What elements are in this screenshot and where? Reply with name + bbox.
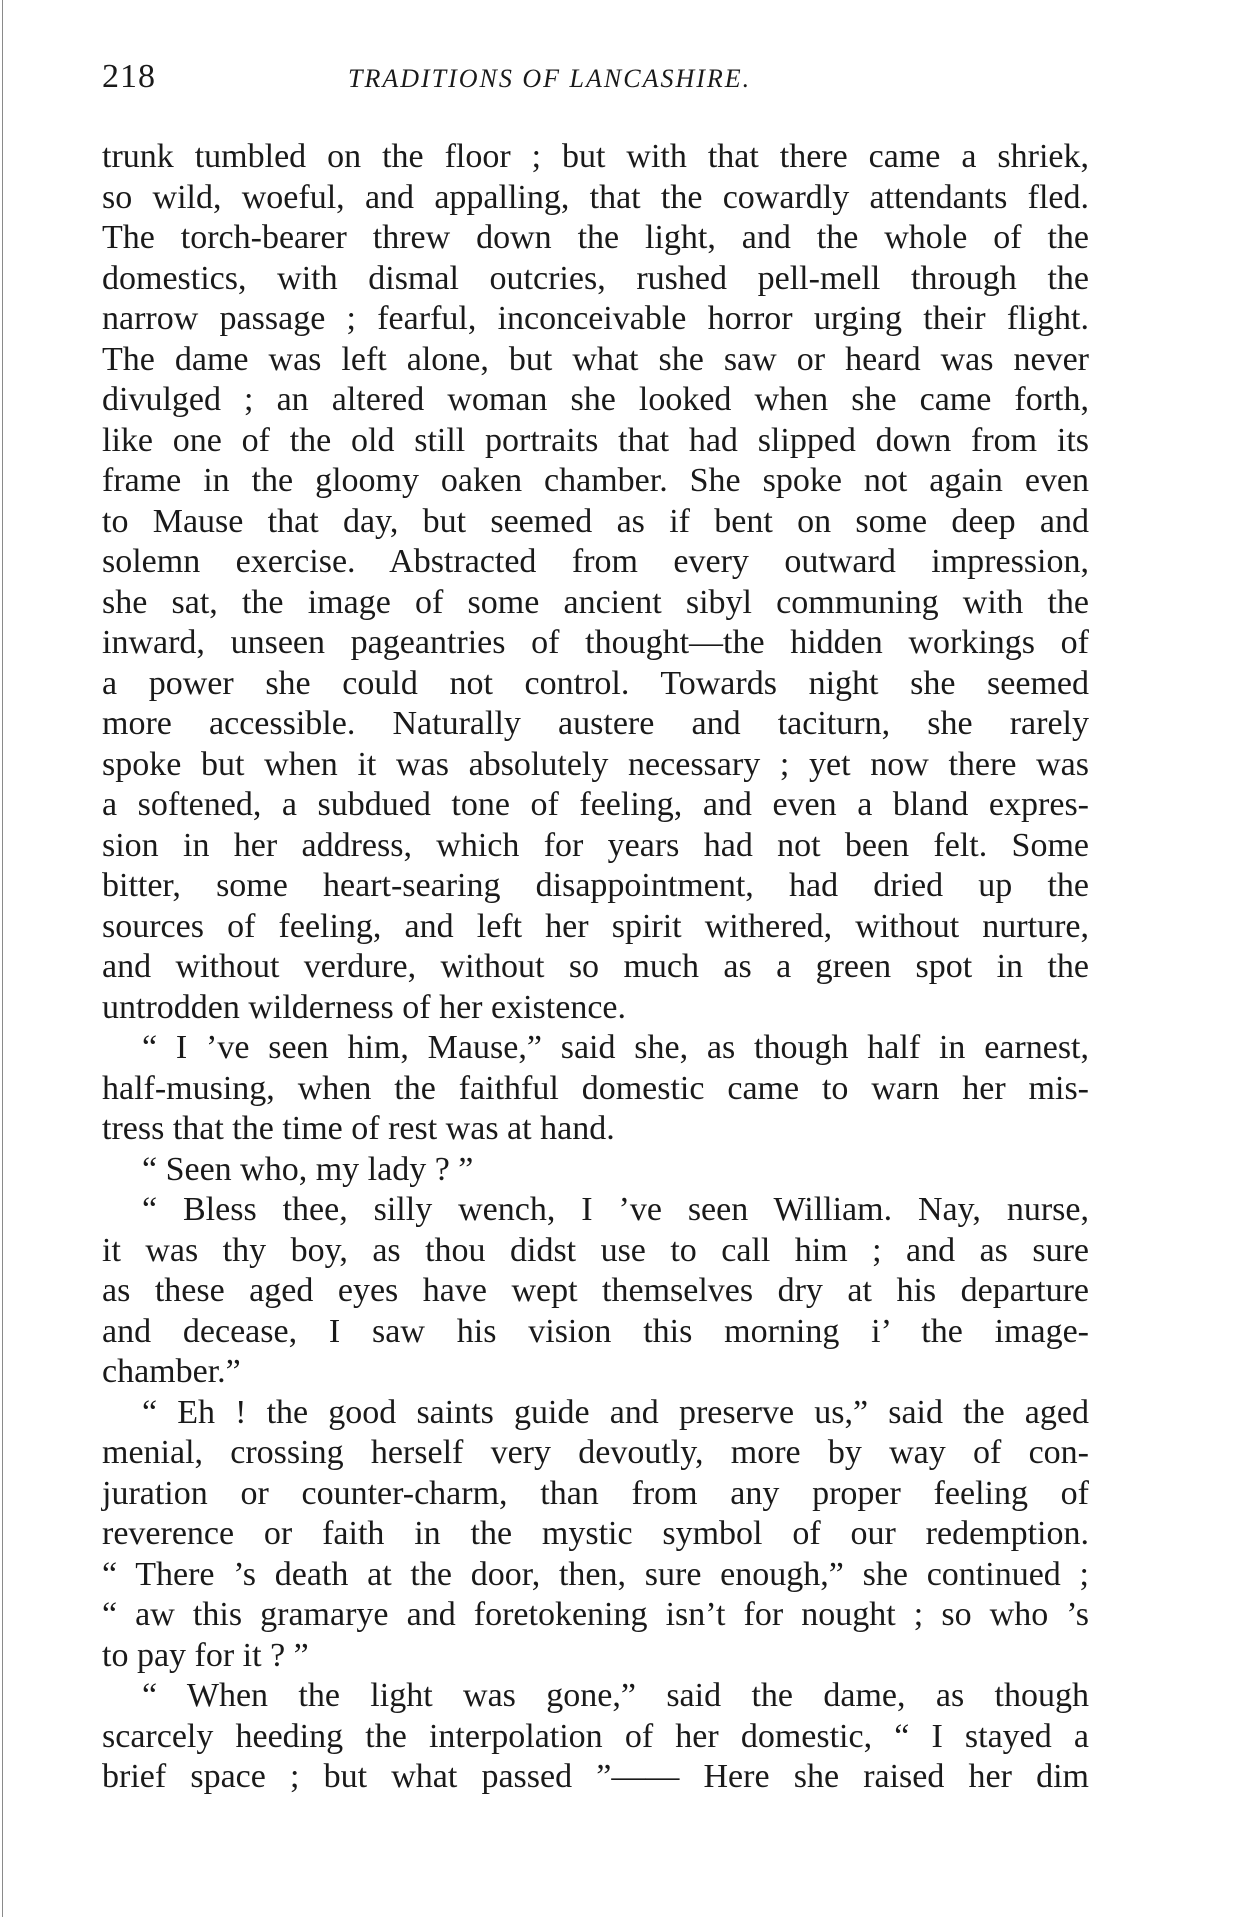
text-line: spoke but when it was absolutely necessary ; yet now there was [102,745,1089,783]
running-title: TRADITIONS OF LANCASHIRE. [348,64,752,93]
text-line: menial, crossing herself very devoutly, more by way of con- [102,1434,1089,1471]
text-line: “ There ’s death at the door, then, sure enough,” she continued ; [102,1555,1089,1593]
text-line: a power she could not control. Towards night she seemed [102,664,1089,702]
text-line: “ aw this gramarye and foretokening isn’t for nought ; so who ’s [102,1596,1089,1633]
text-line: to Mause that day, but seemed as if bent on some deep and [102,502,1089,540]
text-line: to pay for it ? ” [102,1636,309,1674]
text-line: “ When the light was gone,” said the dame, as though [142,1677,1089,1714]
text-line: and decease, I saw his vision this morning i’ the image- [102,1312,1089,1350]
text-line: narrow passage ; fearful, inconceivable horror urging their flight. [102,300,1089,337]
body-text [102,137,1089,1798]
text-line: frame in the gloomy oaken chamber. She spoke not again even [102,462,1089,499]
text-line: The dame was left alone, but what she saw or heard was never [102,340,1089,378]
text-line: “ Eh ! the good saints guide and preserve us,” said the aged [142,1393,1089,1431]
text-line: inward, unseen pageantries of thought—the hidden workings of [102,624,1089,661]
page-number: 218 [102,58,156,95]
text-line: “ Seen who, my lady ? ” [142,1150,474,1188]
text-line: divulged ; an altered woman she looked when she came forth, [102,381,1089,418]
text-line: The torch-bearer threw down the light, and the whole of the [102,219,1089,256]
text-line: like one of the old still portraits that had slipped down from its [102,421,1089,459]
text-line: “ I ’ve seen him, Mause,” said she, as though half in earnest, [142,1029,1089,1066]
text-line: trunk tumbled on the floor ; but with that there came a shriek, [102,138,1089,175]
text-line: untrodden wilderness of her existence. [102,988,626,1026]
page-header [102,58,1082,108]
text-line: as these aged eyes have wept themselves dry at his departure [102,1272,1089,1309]
text-line: domestics, with dismal outcries, rushed pell-mell through the [102,259,1089,297]
text-line: and without verdure, without so much as a green spot in the [102,948,1089,985]
text-line: half-musing, when the faithful domestic came to warn her mis- [102,1069,1089,1107]
text-line: reverence or faith in the mystic symbol of our redemption. [102,1515,1089,1552]
text-line: scarcely heeding the interpolation of her domestic, “ I stayed a [102,1717,1089,1755]
page-edge-line [2,0,3,1917]
text-line: sources of feeling, and left her spirit withered, without nurture, [102,907,1089,945]
text-line: sion in her address, which for years had not been felt. Some [102,826,1089,864]
text-line: chamber.” [102,1353,241,1390]
text-line: more accessible. Naturally austere and taciturn, she rarely [102,705,1089,742]
text-line: she sat, the image of some ancient sibyl communing with the [102,583,1089,621]
text-line: a softened, a subdued tone of feeling, and even a bland expres- [102,786,1089,823]
text-line: solemn exercise. Abstracted from every outward impression, [102,543,1089,580]
text-line: so wild, woeful, and appalling, that the cowardly attendants fled. [102,178,1089,216]
text-line: it was thy boy, as thou didst use to call him ; and as sure [102,1231,1089,1269]
text-line: brief space ; but what passed ”—— Here she raised her dim [102,1758,1089,1795]
text-line: tress that the time of rest was at hand. [102,1110,615,1147]
text-line: juration or counter-charm, than from any proper feeling of [102,1474,1089,1512]
text-line: “ Bless thee, silly wench, I ’ve seen William. Nay, nurse, [142,1191,1089,1228]
text-line: bitter, some heart-searing disappointment, had dried up the [102,867,1089,904]
